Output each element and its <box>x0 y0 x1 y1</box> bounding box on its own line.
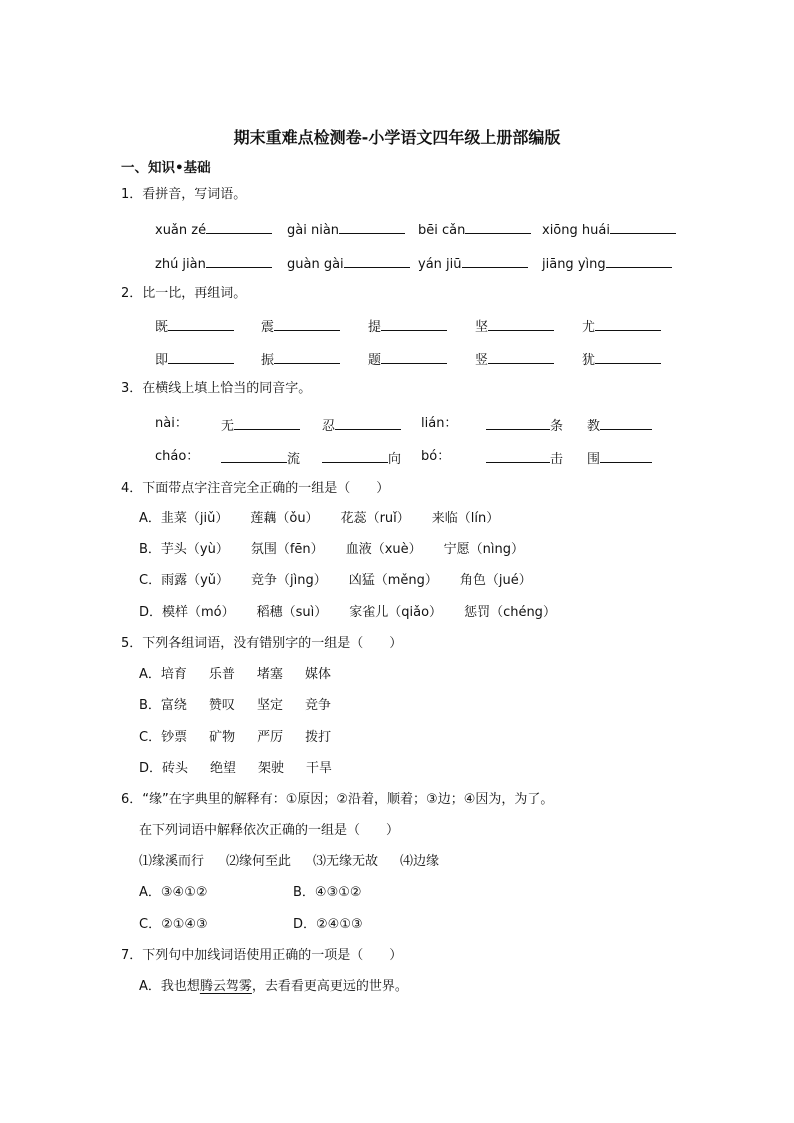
choice-b[interactable]: B．芋头（yù） 氛围（fēn） 血液（xuè） 宁愿（nìng） <box>139 542 524 557</box>
compare-item: 震 <box>261 318 340 334</box>
homophone-item: 教 <box>587 417 652 433</box>
answer-blank[interactable] <box>206 221 272 234</box>
answer-blank[interactable] <box>339 221 405 234</box>
answer-blank[interactable] <box>606 255 672 268</box>
homophone-pinyin: nài： <box>155 416 188 431</box>
section-heading: 一、知识•基础 <box>121 160 211 176</box>
homophone-item: 围 <box>587 450 652 466</box>
homophone-pinyin: lián： <box>421 416 458 431</box>
homophone-item: 向 <box>322 450 401 466</box>
compare-item: 提 <box>368 318 447 334</box>
compare-item: 即 <box>155 351 234 367</box>
answer-blank[interactable] <box>168 351 234 364</box>
choice-b[interactable]: B．富绕 赞叹 坚定 竞争 <box>139 698 331 713</box>
answer-blank[interactable] <box>488 318 554 331</box>
answer-blank[interactable] <box>168 318 234 331</box>
pinyin-item: xiōng huái <box>542 221 676 237</box>
choice-c[interactable]: C．雨露（yǔ） 竞争（jìng） 凶猛（měng） 角色（jué） <box>139 573 532 588</box>
answer-blank[interactable] <box>221 450 287 463</box>
pinyin-item: gài niàn <box>287 221 405 237</box>
answer-blank[interactable] <box>274 318 340 331</box>
question-2-prompt: 2．比一比，再组词。 <box>121 286 247 301</box>
compare-item: 既 <box>155 318 234 334</box>
compare-item: 题 <box>368 351 447 367</box>
choice-b[interactable]: B．④③①② <box>293 885 362 900</box>
pinyin-item: xuǎn zé <box>155 221 272 237</box>
answer-blank[interactable] <box>600 450 652 463</box>
question-6-prompt: 6．“缘”在字典里的解释有：①原因；②沿着，顺着；③边；④因为，为了。 <box>121 792 554 807</box>
choice-a[interactable]: A．我也想腾云驾雾，去看看更高更远的世界。 <box>139 979 408 994</box>
choice-a[interactable]: A．培育 乐普 堵塞 媒体 <box>139 667 331 682</box>
answer-blank[interactable] <box>488 351 554 364</box>
compare-item: 竖 <box>475 351 554 367</box>
answer-blank[interactable] <box>234 417 300 430</box>
choice-a[interactable]: A．③④①② <box>139 885 208 900</box>
pinyin-item: guàn gài <box>287 255 410 271</box>
choice-a[interactable]: A．韭菜（jiǔ） 莲藕（ǒu） 花蕊（ruǐ） 来临（lín） <box>139 511 500 526</box>
answer-blank[interactable] <box>322 450 388 463</box>
homophone-pinyin: bó： <box>421 449 451 464</box>
homophone-item: 无 <box>221 417 300 433</box>
word-list: ⑴缘溪而行 ⑵缘何至此 ⑶无缘无故 ⑷边缘 <box>139 854 440 869</box>
pinyin-item: yán jiū <box>418 255 528 271</box>
question-4-prompt: 4．下面带点字注音完全正确的一组是（ ） <box>121 481 390 496</box>
homophone-item: 流 <box>221 450 300 466</box>
page-title: 期末重难点检测卷-小学语文四年级上册部编版 <box>233 128 561 147</box>
choice-d[interactable]: D．②④①③ <box>293 917 363 932</box>
question-1-prompt: 1．看拼音，写词语。 <box>121 187 247 202</box>
question-3-prompt: 3．在横线上填上恰当的同音字。 <box>121 381 312 396</box>
answer-blank[interactable] <box>610 221 676 234</box>
answer-blank[interactable] <box>595 318 661 331</box>
question-6-subprompt: 在下列词语中解释依次正确的一组是（ ） <box>139 823 400 838</box>
homophone-pinyin: cháo： <box>155 449 200 464</box>
compare-item: 尤 <box>582 318 661 334</box>
homophone-item: 条 <box>486 417 563 433</box>
choice-d[interactable]: D．模样（mó） 稻穗（suì） 家雀儿（qiǎo） 惩罚（chéng） <box>139 605 556 620</box>
underlined-phrase: 腾云驾雾 <box>199 979 252 994</box>
question-5-prompt: 5．下列各组词语，没有错别字的一组是（ ） <box>121 636 403 651</box>
answer-blank[interactable] <box>595 351 661 364</box>
answer-blank[interactable] <box>335 417 401 430</box>
answer-blank[interactable] <box>600 417 652 430</box>
answer-blank[interactable] <box>381 351 447 364</box>
choice-d[interactable]: D．砖头 绝望 架驶 干旱 <box>139 761 333 776</box>
pinyin-item: jiāng yìng <box>542 255 672 271</box>
compare-item: 振 <box>261 351 340 367</box>
answer-blank[interactable] <box>462 255 528 268</box>
answer-blank[interactable] <box>344 255 410 268</box>
answer-blank[interactable] <box>274 351 340 364</box>
answer-blank[interactable] <box>486 417 550 430</box>
question-7-prompt: 7．下列句中加线词语使用正确的一项是（ ） <box>121 948 403 963</box>
pinyin-item: zhú jiàn <box>155 255 272 271</box>
homophone-item: 忍 <box>322 417 401 433</box>
pinyin-item: bēi cǎn <box>418 221 531 237</box>
answer-blank[interactable] <box>206 255 272 268</box>
compare-item: 犹 <box>582 351 661 367</box>
choice-c[interactable]: C．②①④③ <box>139 917 208 932</box>
answer-blank[interactable] <box>381 318 447 331</box>
homophone-item: 击 <box>486 450 563 466</box>
answer-blank[interactable] <box>486 450 550 463</box>
choice-c[interactable]: C．钞票 矿物 严厉 拨打 <box>139 730 332 745</box>
answer-blank[interactable] <box>465 221 531 234</box>
compare-item: 坚 <box>475 318 554 334</box>
